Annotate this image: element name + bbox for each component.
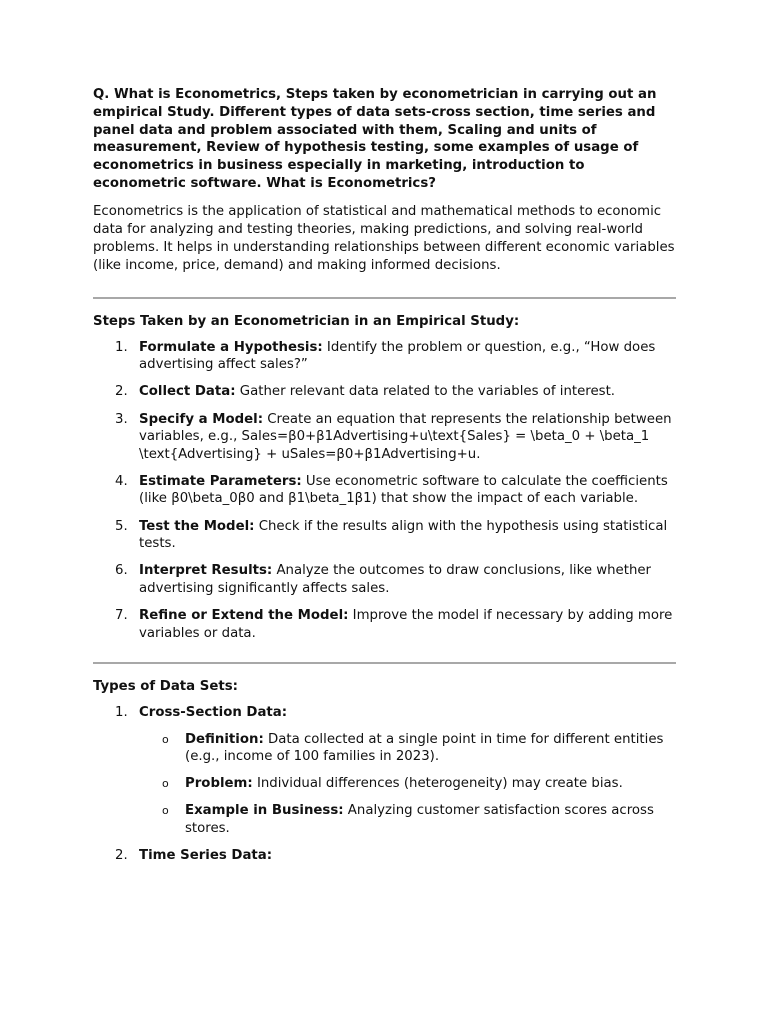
step-title: Refine or Extend the Model: (139, 607, 349, 623)
step-text: Improve the model if necessary by adding more variables or data. (139, 607, 673, 641)
step-title: Estimate Parameters: (139, 473, 302, 489)
section-divider (93, 662, 676, 664)
list-number: 3. (115, 411, 128, 427)
list-item (139, 802, 676, 837)
step-text: Use econometric software to calculate the coefficients (like β0\beta_0β0 and β1\beta_1β1) that show the impact of each variable. (139, 473, 668, 507)
dataset-title: Cross-Section Data: (139, 705, 288, 721)
step-title: Formulate a Hypothesis: (139, 339, 323, 355)
detail-text: Data collected at a single point in time for different entities (e.g., income of 100 families in 2023). (185, 731, 664, 765)
datasets-list (93, 704, 676, 865)
list-item (93, 518, 676, 553)
step-text: Check if the results align with the hypothesis using statistical tests. (139, 518, 668, 552)
bullet-icon: o (162, 732, 169, 746)
list-number: 1. (115, 339, 128, 355)
list-number: 2. (115, 384, 128, 400)
list-item (93, 562, 676, 597)
section-divider (93, 297, 676, 299)
list-item (93, 339, 676, 374)
list-item (93, 607, 676, 642)
step-title: Interpret Results: (139, 563, 273, 579)
step-text: Analyze the outcomes to draw conclusions, like whether advertising significantly affects sales. (139, 563, 652, 596)
list-item (93, 847, 676, 865)
list-number: 4. (115, 473, 128, 489)
list-item (93, 411, 676, 464)
list-number: 1. (115, 705, 128, 721)
dataset-details (139, 731, 676, 838)
step-text: Identify the problem or question, e.g., “How does advertising affect sales?” (139, 339, 656, 373)
list-number: 2. (115, 848, 128, 864)
detail-title: Problem: (185, 776, 253, 792)
list-number: 7. (115, 607, 128, 623)
step-text: Gather relevant data related to the variables of interest. (235, 384, 616, 400)
question-heading: Q. What is Econometrics, Steps taken by econometrician in carrying out an empirical Study. Different types of data sets-cross section, time series and panel data and problem associated with them, Scaling and units of measurement, Review of hypothesis testing, some examples of usage of econometrics in business especially in marketing, introduction to econometric software. What is Econometrics? (93, 87, 657, 191)
dataset-title: Time Series Data: (139, 848, 273, 864)
bullet-icon: o (162, 777, 169, 791)
list-item (139, 775, 676, 793)
list-number: 5. (115, 518, 128, 534)
step-title: Collect Data: (139, 384, 236, 400)
detail-text: Individual differences (heterogeneity) may create bias. (252, 776, 623, 792)
list-item (93, 383, 676, 401)
list-number: 6. (115, 563, 128, 579)
bullet-icon: o (162, 804, 169, 818)
list-item (93, 704, 676, 838)
detail-text: Analyzing customer satisfaction scores across stores. (185, 803, 654, 837)
step-title: Specify a Model: (139, 411, 264, 427)
list-item (139, 731, 676, 766)
step-text: Create an equation that represents the relationship between variables, e.g., Sales=β0+β1Advertising+u\text{Sales} = \beta_0 + \beta_1 \text{Advertising} + uSales=β0+β1Advertising+u. (139, 411, 672, 462)
steps-heading: Steps Taken by an Econometrician in an Empirical Study: (93, 313, 520, 329)
steps-list (93, 339, 676, 642)
step-title: Test the Model: (139, 518, 255, 534)
list-item (93, 473, 676, 508)
datasets-heading: Types of Data Sets: (93, 679, 238, 695)
detail-title: Example in Business: (185, 803, 344, 819)
detail-title: Definition: (185, 731, 264, 747)
intro-paragraph: Econometrics is the application of statistical and mathematical methods to economic data for analyzing and testing theories, making predictions, and solving real-world problems. It helps in understanding relationships between different economic variables (like income, price, demand) and making informed decisions. (93, 203, 675, 273)
